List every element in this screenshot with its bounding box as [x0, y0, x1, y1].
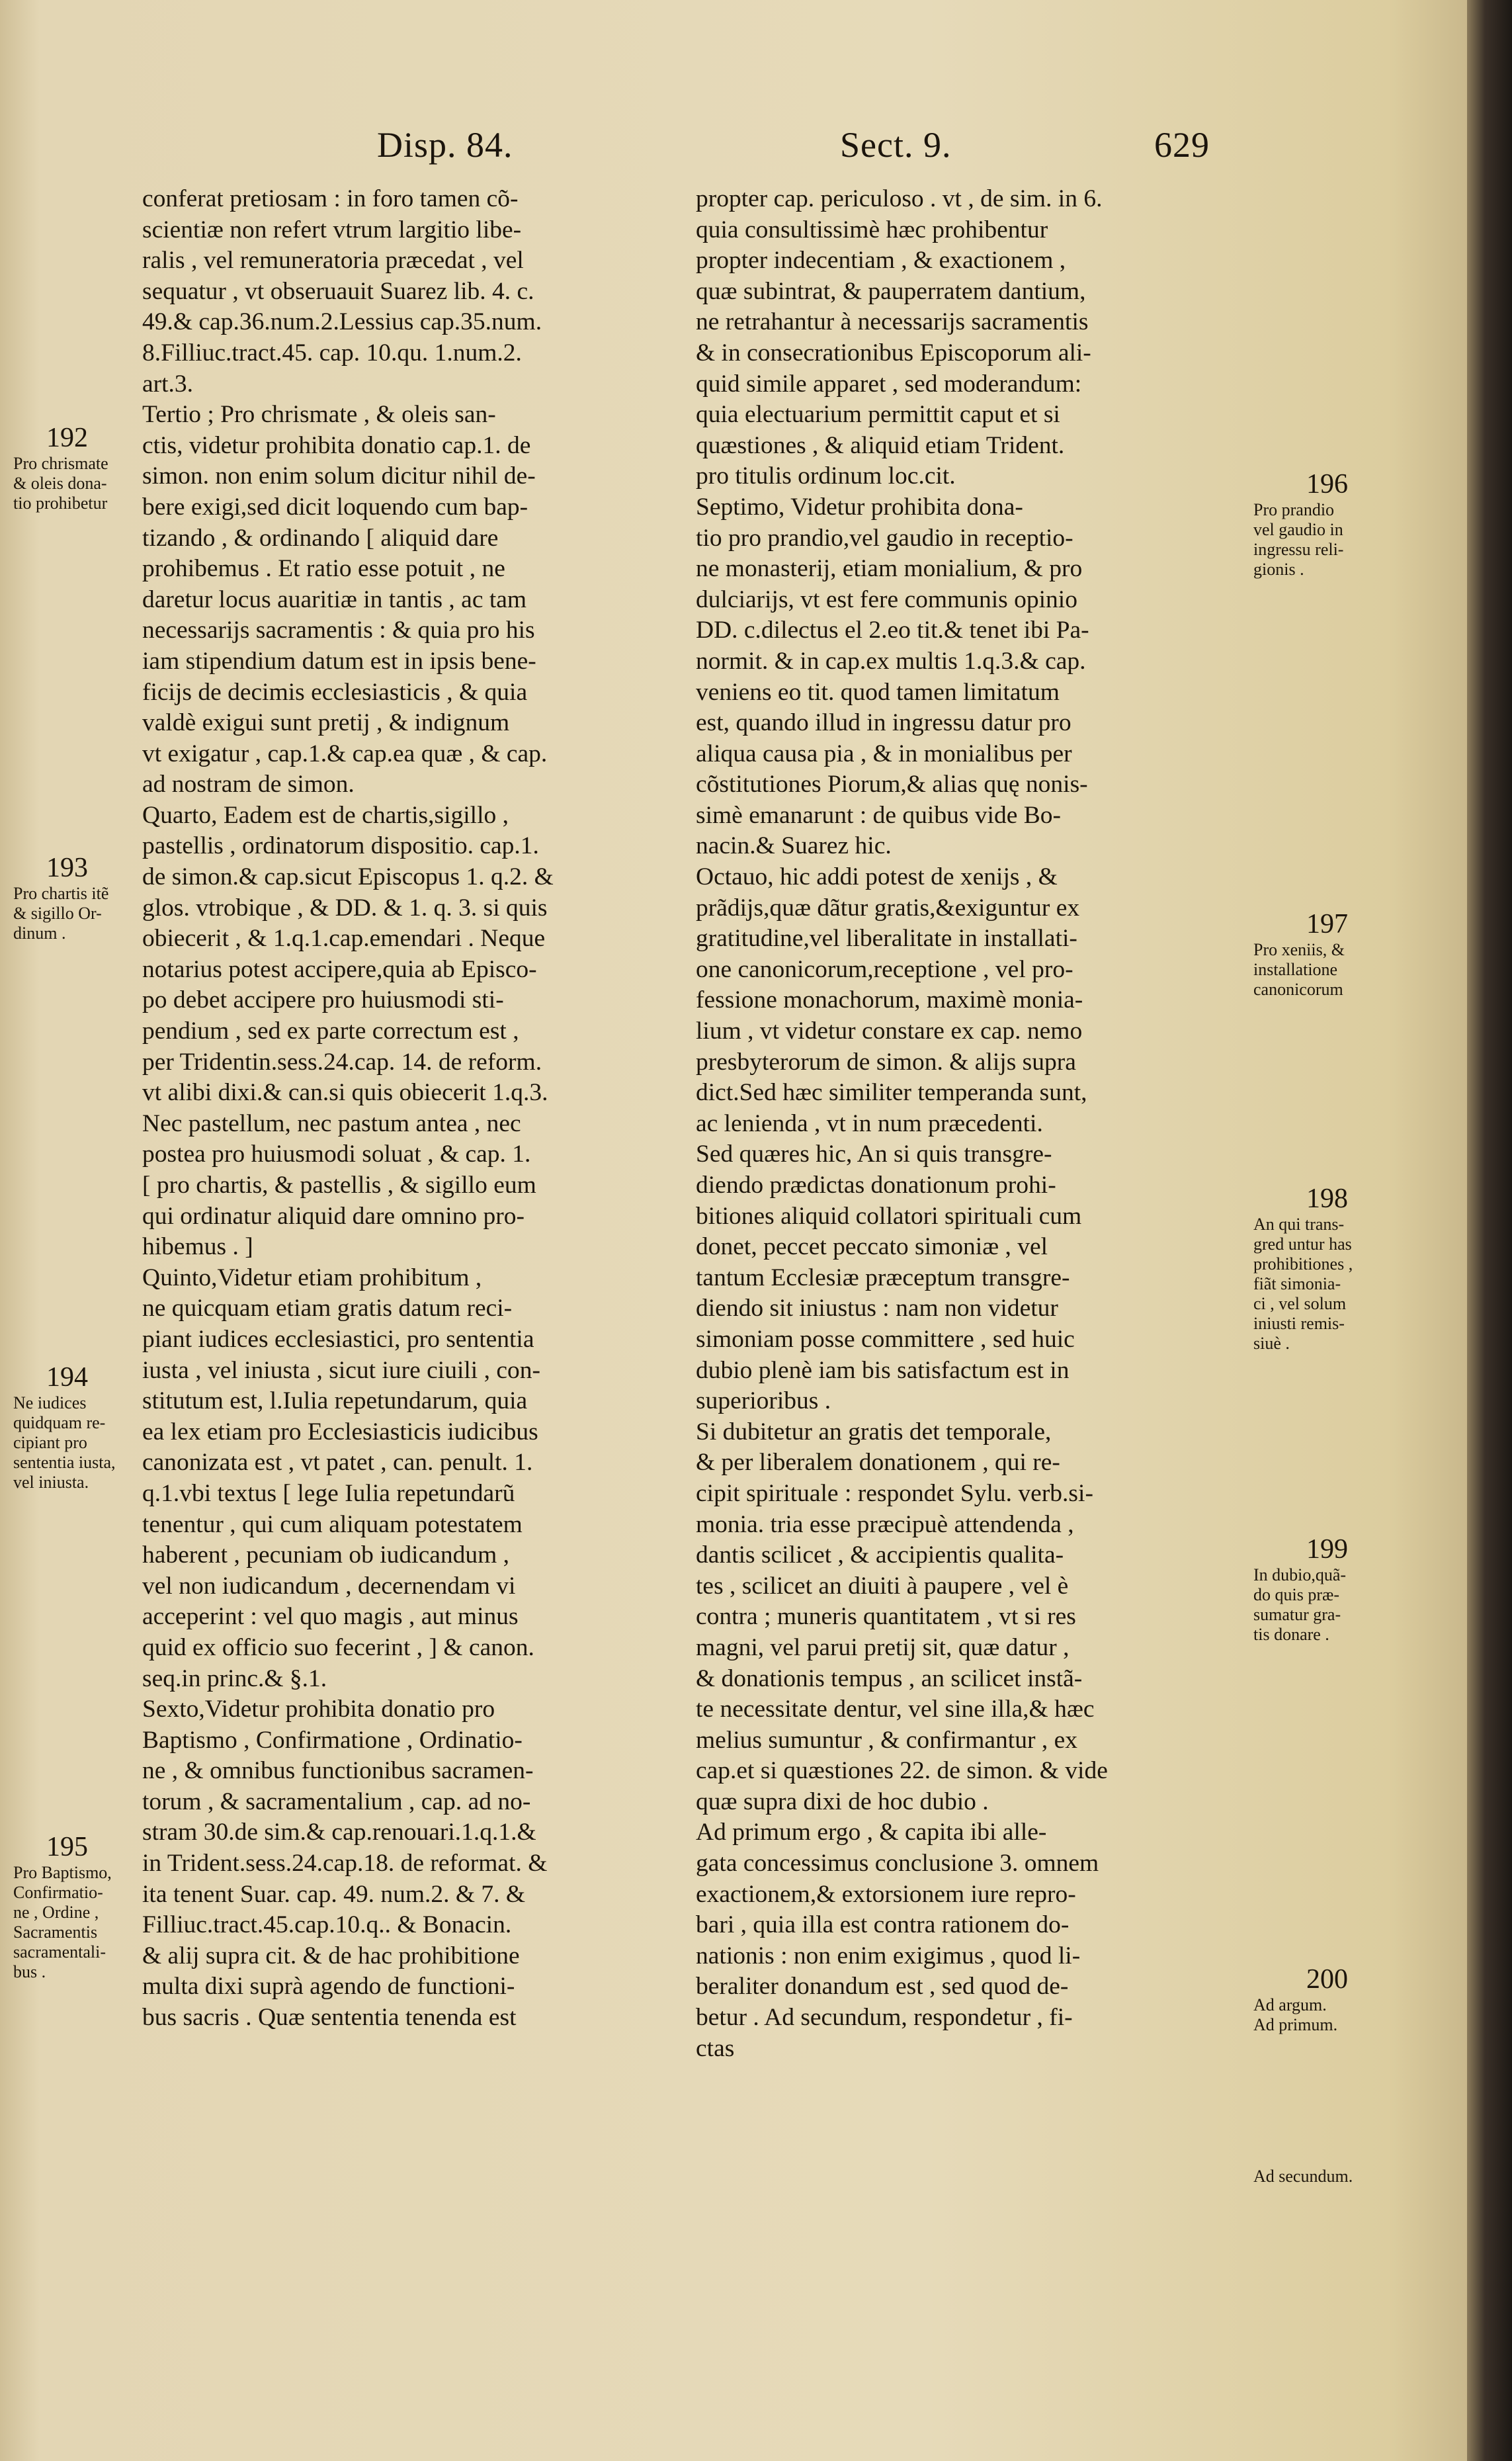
margin-note-number: 199 — [1306, 1534, 1348, 1565]
margin-note-line: & sigillo Or- — [13, 904, 102, 923]
margin-note-number: 195 — [46, 1832, 88, 1862]
margin-note-number: 194 — [46, 1362, 88, 1393]
text-line: ac lenienda , vt in num præcedenti. — [696, 1109, 1043, 1137]
margin-note-line: Ad secundum. — [1253, 2167, 1353, 2186]
text-line: per Tridentin.sess.24.cap. 14. de reform. — [142, 1048, 542, 1076]
text-line: gata concessimus conclusione 3. omnem — [696, 1850, 1099, 1878]
text-line: Si dubitetur an gratis det temporale, — [696, 1418, 1052, 1446]
text-line: dulciarijs, vt est fere communis opinio — [696, 585, 1077, 613]
text-line: ctas — [696, 2034, 735, 2062]
running-head-left: Disp. 84. — [377, 125, 513, 165]
margin-note-line: Pro xeniis, & — [1253, 940, 1345, 959]
margin-note-line: tis donare . — [1253, 1625, 1329, 1644]
text-line: pro titulis ordinum loc.cit. — [696, 462, 956, 490]
running-head-center: Sect. 9. — [840, 125, 952, 165]
text-line: superioribus . — [696, 1387, 831, 1415]
text-line: hibemus . ] — [142, 1233, 253, 1261]
text-line: one canonicorum,receptione , vel pro- — [696, 955, 1073, 983]
margin-note-line: ci , vel solum — [1253, 1294, 1347, 1313]
text-line: aliqua causa pia , & in monialibus per — [696, 740, 1072, 767]
text-line: ad nostram de simon. — [142, 771, 355, 799]
margin-note-line: bus . — [13, 1962, 46, 1981]
text-line: tantum Ecclesiæ præceptum transgre- — [696, 1264, 1070, 1291]
text-line: veniens eo tit. quod tamen limitatum — [696, 678, 1060, 706]
text-line: po debet accipere pro huiusmodi sti- — [142, 986, 504, 1014]
text-line: Quinto,Videtur etiam prohibitum , — [142, 1264, 482, 1291]
margin-note-line: Pro prandio — [1253, 500, 1335, 519]
text-line: cap.et si quæstiones 22. de simon. & vide — [696, 1757, 1108, 1785]
text-line: vel non iudicandum , decernendam vi — [142, 1572, 516, 1600]
text-line: ea lex etiam pro Ecclesiasticis iudicibus — [142, 1418, 538, 1446]
text-line: cipit spirituale : respondet Sylu. verb.si- — [696, 1479, 1093, 1507]
text-line: & alij supra cit. & de hac prohibitione — [142, 1942, 520, 1969]
text-line: exactionem,& extorsionem iure repro- — [696, 1880, 1076, 1908]
text-line: qui ordinatur aliquid dare omnino pro- — [142, 1202, 525, 1230]
book-spine-edge — [1467, 0, 1512, 2461]
text-line: multa dixi suprà agendo de functioni- — [142, 1973, 515, 2001]
text-line: dict.Sed hæc similiter temperanda sunt, — [696, 1079, 1087, 1107]
text-line: iusta , vel iniusta , sicut iure ciuili , con- — [142, 1356, 540, 1384]
text-line: ita tenent Suar. cap. 49. num.2. & 7. & — [142, 1880, 526, 1908]
margin-note-line: Sacramentis — [13, 1922, 98, 1942]
text-line: torum , & sacramentalium , cap. ad no- — [142, 1788, 531, 1815]
text-line: de simon.& cap.sicut Episcopus 1. q.2. & — [142, 863, 554, 891]
margin-note-line: sacramentali- — [13, 1942, 106, 1962]
text-line: melius sumuntur , & confirmantur , ex — [696, 1726, 1077, 1754]
margin-note-line: vel iniusta. — [13, 1473, 89, 1492]
margin-note-line: ingressu reli- — [1253, 540, 1344, 559]
margin-note-line: Pro chartis itẽ — [13, 884, 109, 903]
text-line: Sexto,Videtur prohibita donatio pro — [142, 1696, 495, 1723]
text-line: Septimo, Videtur prohibita dona- — [696, 493, 1023, 521]
text-line: presbyterorum de simon. & alijs supra — [696, 1048, 1076, 1076]
text-line: Filliuc.tract.45.cap.10.q.. & Bonacin. — [142, 1911, 512, 1939]
text-line: quæ subintrat, & pauperratem dantium, — [696, 277, 1086, 305]
margin-note-line: vel gaudio in — [1253, 520, 1343, 539]
margin-note-line: canonicorum — [1253, 980, 1343, 999]
text-line: seq.in princ.& §.1. — [142, 1664, 327, 1692]
text-line: tes , scilicet an diuiti à paupere , vel è — [696, 1572, 1069, 1600]
text-line: bari , quia illa est contra rationem do- — [696, 1911, 1070, 1939]
text-line: dantis scilicet , & accipientis qualita- — [696, 1541, 1064, 1569]
text-line: notarius potest accipere,quia ab Episco- — [142, 955, 537, 983]
text-line: haberent , pecuniam ob iudicandum , — [142, 1541, 510, 1569]
text-line: bere exigi,sed dicit loquendo cum bap- — [142, 493, 528, 521]
margin-note-number: 198 — [1306, 1184, 1348, 1214]
margin-note-line: Pro chrismate — [13, 454, 108, 473]
text-line: cõstitutiones Piorum,& alias quę nonis- — [696, 771, 1088, 799]
margin-note-number: 197 — [1306, 909, 1348, 939]
text-line: vt alibi dixi.& can.si quis obiecerit 1.q.3. — [142, 1079, 548, 1107]
text-line: ne monasterij, etiam monialium, & pro — [696, 555, 1083, 583]
text-line: quæ supra dixi de hoc dubio . — [696, 1788, 989, 1815]
text-line: monia. tria esse præcipuè attendenda , — [696, 1510, 1074, 1538]
text-line: quæstiones , & aliquid etiam Trident. — [696, 431, 1065, 459]
text-line: acceperint : vel quo magis , aut minus — [142, 1603, 519, 1631]
text-line: canonizata est , vt patet , can. penult. 1. — [142, 1449, 533, 1477]
text-line: conferat pretiosam : in foro tamen cõ- — [142, 185, 519, 212]
text-line: diendo sit iniustus : nam non videtur — [696, 1295, 1058, 1322]
margin-note-line: sumatur gra- — [1253, 1605, 1341, 1624]
text-line: lium , vt videtur constare ex cap. nemo — [696, 1017, 1083, 1045]
text-line: scientiæ non refert vtrum largitio libe- — [142, 216, 522, 243]
margin-note-number: 196 — [1306, 469, 1348, 499]
text-line: necessarijs sacramentis : & quia pro his — [142, 617, 535, 644]
margin-note-line: In dubio,quã- — [1253, 1565, 1347, 1584]
text-line: magni, vel parui pretij sit, quæ datur , — [696, 1633, 1070, 1661]
text-line: quid ex officio suo fecerint , ] & canon. — [142, 1633, 534, 1661]
text-line: ralis , vel remuneratoria præcedat , vel — [142, 247, 524, 275]
text-line: normit. & in cap.ex multis 1.q.3.& cap. — [696, 647, 1086, 675]
text-line: ne , & omnibus functionibus sacramen- — [142, 1757, 534, 1785]
text-line: vt exigatur , cap.1.& cap.ea quæ , & cap. — [142, 740, 548, 767]
text-line: beraliter donandum est , sed quod de- — [696, 1973, 1069, 2001]
margin-note-line: quidquam re- — [13, 1413, 106, 1432]
text-line: postea pro huiusmodi soluat , & cap. 1. — [142, 1141, 531, 1168]
page-number: 629 — [1154, 125, 1210, 165]
text-line: & donationis tempus , an scilicet instã- — [696, 1664, 1083, 1692]
text-line: Ad primum ergo , & capita ibi alle- — [696, 1819, 1047, 1846]
text-line: DD. c.dilectus el 2.eo tit.& tenet ibi Pa- — [696, 617, 1089, 644]
text-line: gratitudine,vel liberalitate in installati- — [696, 925, 1077, 953]
text-line: valdè exigui sunt pretij , & indignum — [142, 709, 510, 737]
text-line: iam stipendium datum est in ipsis bene- — [142, 647, 536, 675]
margin-note-line: tio prohibetur — [13, 494, 108, 513]
text-line: dubio plenè iam bis satisfactum est in — [696, 1356, 1070, 1384]
text-line: quia electuarium permittit caput et si — [696, 401, 1060, 429]
right-text-column — [696, 184, 1232, 2064]
text-line: ne retrahantur à necessarijs sacramentis — [696, 308, 1089, 336]
margin-note-line: Ne iudices — [13, 1393, 87, 1412]
text-line: simè emanarunt : de quibus vide Bo- — [696, 801, 1061, 829]
text-line: tio pro prandio,vel gaudio in receptio- — [696, 524, 1073, 552]
margin-note-line: An qui trans- — [1253, 1215, 1345, 1234]
text-line: betur . Ad secundum, respondetur , fi- — [696, 2004, 1073, 2032]
text-line: quia consultissimè hæc prohibentur — [696, 216, 1048, 243]
margin-note-line: Ad argum. — [1253, 1995, 1327, 2014]
text-line: Nec pastellum, nec pastum antea , nec — [142, 1109, 521, 1137]
text-line: daretur locus auaritiæ in tantis , ac tam — [142, 585, 527, 613]
text-line: 8.Filliuc.tract.45. cap. 10.qu. 1.num.2. — [142, 339, 522, 367]
text-line: propter cap. periculoso . vt , de sim. in 6. — [696, 185, 1103, 212]
text-line: nationis : non enim exigimus , quod li- — [696, 1942, 1081, 1969]
text-line: prohibemus . Et ratio esse potuit , ne — [142, 555, 505, 583]
text-line: quid simile apparet , sed moderandum: — [696, 370, 1082, 398]
text-line: simon. non enim solum dicitur nihil de- — [142, 462, 536, 490]
margin-note-line: cipiant pro — [13, 1433, 87, 1452]
text-line: Quarto, Eadem est de chartis,sigillo , — [142, 801, 509, 829]
margin-note-line: Confirmatio- — [13, 1883, 103, 1902]
text-line: Octauo, hic addi potest de xenijs , & — [696, 863, 1058, 891]
margin-note-number: 192 — [46, 423, 88, 453]
margin-note-line: siuè . — [1253, 1334, 1290, 1353]
margin-note-line: installatione — [1253, 960, 1338, 979]
text-line: art.3. — [142, 370, 194, 398]
margin-note-line: ne , Ordine , — [13, 1903, 99, 1922]
margin-note-line: Ad primum. — [1253, 2015, 1338, 2034]
text-line: diendo prædictas donationum prohi- — [696, 1172, 1056, 1199]
margin-note-line: sententia iusta, — [13, 1453, 116, 1472]
text-line: tizando , & ordinando [ aliquid dare — [142, 524, 499, 552]
text-line: fessione monachorum, maximè monia- — [696, 986, 1083, 1014]
text-line: stram 30.de sim.& cap.renouari.1.q.1.& — [142, 1819, 536, 1846]
margin-note-line: gionis . — [1253, 560, 1304, 579]
text-line: est, quando illud in ingressu datur pro — [696, 709, 1071, 737]
text-line: ctis, videtur prohibita donatio cap.1. de — [142, 431, 531, 459]
text-line: 49.& cap.36.num.2.Lessius cap.35.num. — [142, 308, 542, 336]
margin-note-number: 200 — [1306, 1964, 1348, 1995]
margin-note-line: Pro Baptismo, — [13, 1863, 112, 1882]
text-line: in Trident.sess.24.cap.18. de reformat. & — [142, 1850, 548, 1878]
text-line: & in consecrationibus Episcoporum ali- — [696, 339, 1091, 367]
text-line: Tertio ; Pro chrismate , & oleis san- — [142, 401, 496, 429]
margin-note-line: gred untur has — [1253, 1234, 1352, 1254]
text-line: te necessitate dentur, vel sine illa,& hæc — [696, 1696, 1095, 1723]
margin-note-line: do quis præ- — [1253, 1585, 1339, 1604]
text-line: nacin.& Suarez hic. — [696, 832, 892, 860]
text-line: donet, peccet peccato simoniæ , vel — [696, 1233, 1048, 1261]
text-line: q.1.vbi textus [ lege Iulia repetundarũ — [142, 1479, 515, 1507]
text-line: Baptismo , Confirmatione , Ordinatio- — [142, 1726, 523, 1754]
text-line: propter indecentiam , & exactionem , — [696, 247, 1066, 275]
text-line: pastellis , ordinatorum dispositio. cap.1. — [142, 832, 539, 860]
text-line: tenentur , qui cum aliquam potestatem — [142, 1510, 523, 1538]
text-line: ficijs de decimis ecclesiasticis , & quia — [142, 678, 528, 706]
text-line: sequatur , vt obseruauit Suarez lib. 4. c. — [142, 277, 534, 305]
margin-note-line: fiãt simonia- — [1253, 1274, 1341, 1293]
text-line: [ pro chartis, & pastellis , & sigillo eum — [142, 1172, 536, 1199]
text-line: obiecerit , & 1.q.1.cap.emendari . Neque — [142, 925, 546, 953]
margin-note-line: iniusti remis- — [1253, 1314, 1345, 1333]
margin-note-line: & oleis dona- — [13, 474, 107, 493]
left-text-column — [142, 184, 671, 2034]
text-line: Sed quæres hic, An si quis transgre- — [696, 1141, 1052, 1168]
text-line: stitutum est, l.Iulia repetundarum, quia — [142, 1387, 528, 1415]
margin-note-number: 193 — [46, 853, 88, 883]
text-line: & per liberalem donationem , qui re- — [696, 1449, 1060, 1477]
text-line: bus sacris . Quæ sententia tenenda est — [142, 2004, 517, 2032]
text-line: bitiones aliquid collatori spirituali cum — [696, 1202, 1082, 1230]
text-line: piant iudices ecclesiastici, pro sententia — [142, 1325, 534, 1353]
text-line: glos. vtrobique , & DD. & 1. q. 3. si quis — [142, 894, 548, 922]
text-line: prãdijs,quæ dãtur gratis,&exiguntur ex — [696, 894, 1080, 922]
margin-note-line: prohibitiones , — [1253, 1254, 1353, 1274]
text-line: pendium , sed ex parte correctum est , — [142, 1017, 519, 1045]
margin-note-line: dinum . — [13, 924, 66, 943]
text-line: ne quicquam etiam gratis datum reci- — [142, 1295, 513, 1322]
text-line: simoniam posse committere , sed huic — [696, 1325, 1075, 1353]
text-line: contra ; muneris quantitatem , vt si res — [696, 1603, 1076, 1631]
